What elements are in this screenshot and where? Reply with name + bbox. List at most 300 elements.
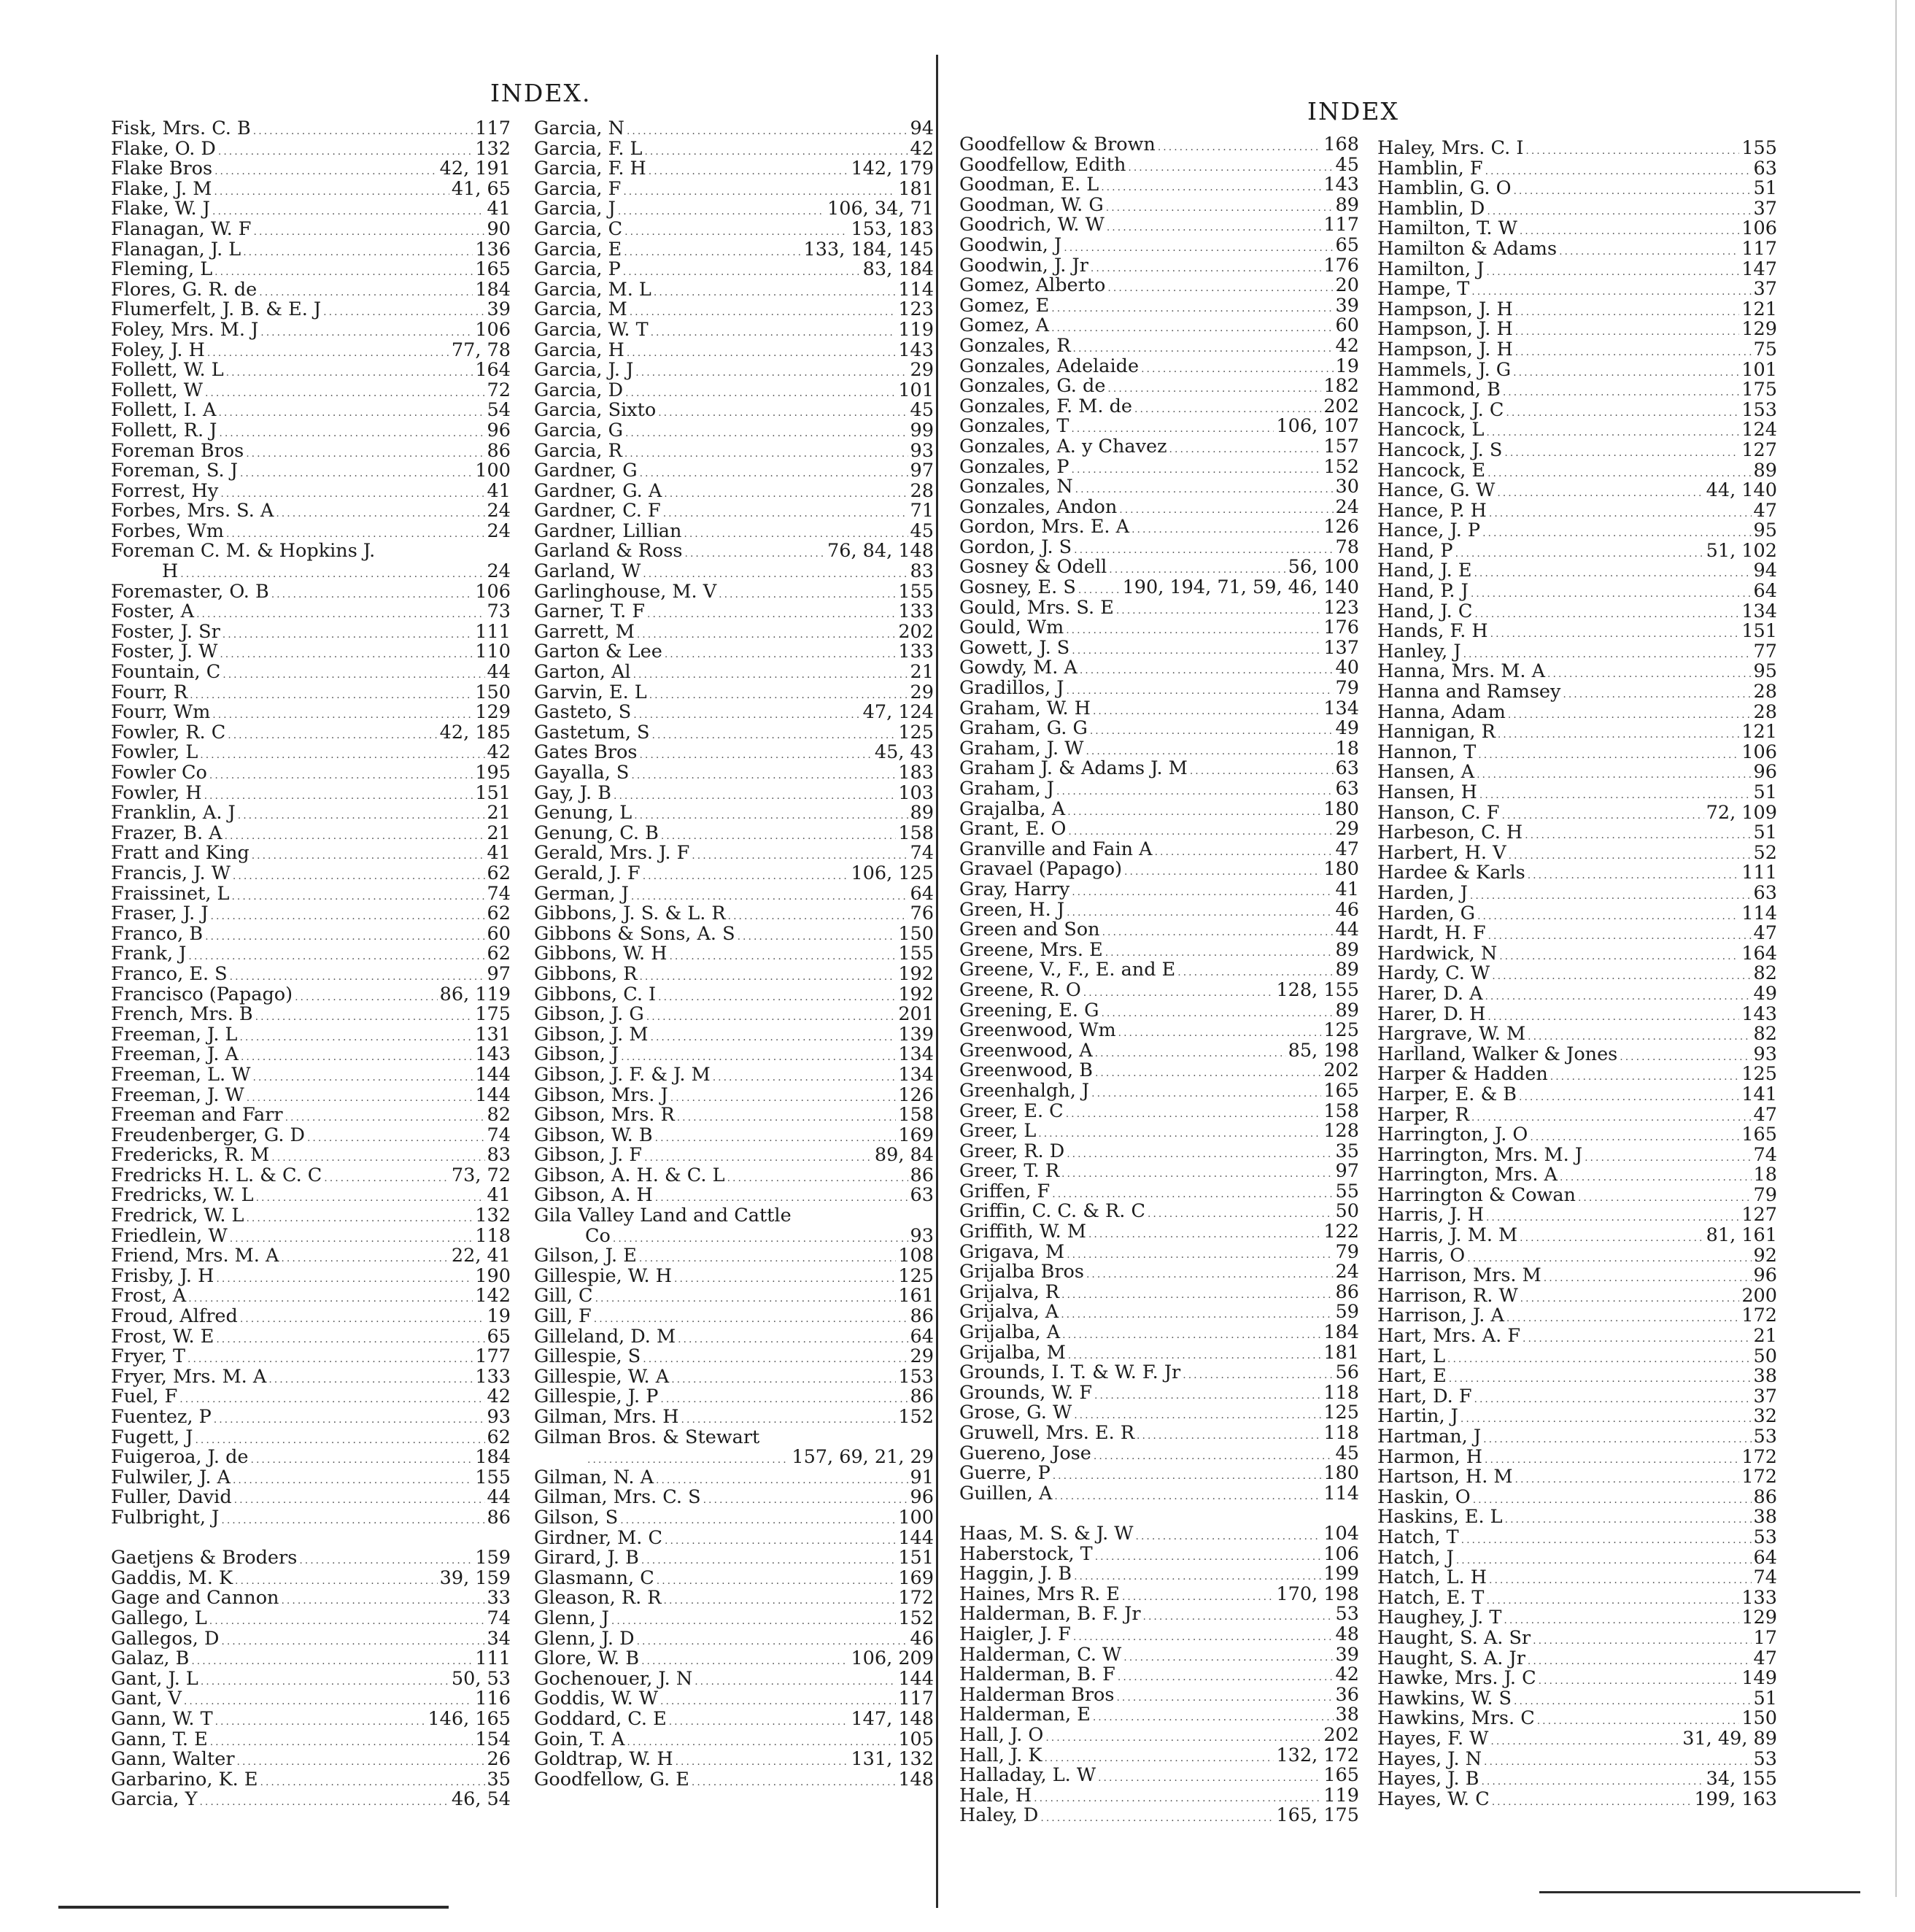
entry-pages: 21 bbox=[487, 803, 511, 824]
index-entry bbox=[959, 135, 1359, 155]
index-entry bbox=[534, 119, 934, 139]
entry-pages: 95 bbox=[1753, 521, 1777, 541]
leader-dots bbox=[235, 1572, 438, 1589]
entry-name: Hammels, J. G bbox=[1377, 360, 1512, 381]
leader-dots bbox=[1072, 883, 1333, 900]
index-entry bbox=[959, 598, 1359, 619]
index-entry bbox=[959, 557, 1359, 578]
entry-name: Gordon, J. S bbox=[959, 537, 1072, 558]
entry-pages: 90 bbox=[487, 219, 511, 240]
entry-name: Frost, W. E bbox=[111, 1326, 214, 1348]
leader-dots bbox=[640, 464, 908, 482]
entry-name: Hand, J. E bbox=[1377, 561, 1472, 582]
leader-dots bbox=[1461, 1410, 1752, 1427]
leader-dots bbox=[1158, 138, 1321, 155]
index-entry bbox=[111, 1025, 511, 1046]
entry-pages: 56 bbox=[1335, 1363, 1359, 1383]
entry-name: Gibbons, C. I bbox=[534, 984, 657, 1005]
index-entry bbox=[111, 1347, 511, 1367]
leader-dots bbox=[1471, 282, 1751, 300]
leader-dots bbox=[211, 907, 485, 924]
leader-dots bbox=[1504, 1611, 1739, 1628]
entry-name: Garcia, N bbox=[534, 119, 624, 139]
index-entry bbox=[959, 1081, 1359, 1102]
index-entry bbox=[959, 1766, 1359, 1786]
index-entry bbox=[959, 1283, 1359, 1303]
entry-name: Gray, Harry bbox=[959, 879, 1070, 900]
entry-name: Granville and Fain A bbox=[959, 839, 1153, 860]
entry-pages: 37 bbox=[1753, 1386, 1777, 1407]
leader-dots bbox=[654, 283, 896, 301]
entry-pages: 62 bbox=[487, 863, 511, 884]
leader-dots bbox=[703, 1491, 908, 1508]
index-entry bbox=[959, 1222, 1359, 1243]
index-entry bbox=[534, 1166, 934, 1186]
leader-dots bbox=[240, 1310, 485, 1327]
entry-name: Gilman, Mrs. C. S bbox=[534, 1488, 701, 1508]
leader-dots bbox=[660, 1692, 896, 1709]
entry-name: Hand, P. J bbox=[1377, 581, 1469, 602]
leader-dots bbox=[220, 484, 484, 502]
entry-pages: 172 bbox=[1741, 1306, 1777, 1327]
entry-name: Fredricks, W. L bbox=[111, 1186, 254, 1207]
entry-pages: 118 bbox=[475, 1226, 511, 1247]
entry-pages: 164 bbox=[1741, 943, 1777, 965]
leader-dots bbox=[692, 1773, 896, 1790]
leader-dots bbox=[1107, 279, 1333, 296]
entry-pages: 172 bbox=[1741, 1467, 1777, 1488]
entry-pages: 148 bbox=[898, 1769, 934, 1790]
entry-name: Gochenouer, J. N bbox=[534, 1669, 693, 1690]
entry-name: Gradillos, J bbox=[959, 679, 1064, 699]
entry-pages: 114 bbox=[1323, 1483, 1359, 1504]
leader-dots bbox=[230, 967, 485, 985]
entry-name: Hartson, H. M bbox=[1377, 1467, 1513, 1488]
leader-dots bbox=[1106, 198, 1334, 216]
entry-pages: 144 bbox=[475, 1085, 511, 1106]
index-entry bbox=[111, 1508, 511, 1529]
leader-dots bbox=[1530, 1128, 1739, 1145]
entry-name: Gallegos, D bbox=[111, 1628, 220, 1650]
leader-dots bbox=[1520, 1229, 1703, 1246]
entry-name: Hall, J. K bbox=[959, 1745, 1042, 1766]
entry-name: Haley, Mrs. C. I bbox=[1377, 139, 1524, 159]
index-entry bbox=[1377, 803, 1777, 824]
index-entry bbox=[959, 316, 1359, 336]
index-entry bbox=[534, 1548, 934, 1569]
entry-pages: 86 bbox=[487, 441, 511, 462]
index-entry bbox=[111, 300, 511, 320]
index-entry bbox=[1377, 762, 1777, 783]
index-entry bbox=[1377, 1145, 1777, 1166]
index-entry bbox=[534, 562, 934, 582]
index-entry bbox=[1377, 1286, 1777, 1307]
entry-name: Follett, W bbox=[111, 380, 203, 401]
entry-pages: 39 bbox=[1335, 295, 1359, 317]
entry-pages: 28 bbox=[1753, 682, 1777, 703]
entry-name: Hatch, L. H bbox=[1377, 1568, 1487, 1588]
entry-pages: 181 bbox=[1323, 1342, 1359, 1364]
index-entry bbox=[111, 1145, 511, 1166]
entry-name: Haigler, J. F bbox=[959, 1624, 1071, 1645]
leader-dots bbox=[1095, 1547, 1322, 1565]
entry-name: Guillen, A bbox=[959, 1483, 1053, 1504]
index-entry bbox=[534, 965, 934, 985]
entry-name: Hardy, C. W bbox=[1377, 964, 1490, 984]
index-entry bbox=[534, 824, 934, 844]
index-entry bbox=[534, 1246, 934, 1267]
index-entry bbox=[111, 341, 511, 361]
entry-name: Garcia, W. T bbox=[534, 320, 649, 341]
leader-dots bbox=[240, 464, 473, 482]
leader-dots bbox=[1479, 786, 1752, 803]
entry-pages: 77 bbox=[1753, 641, 1777, 662]
index-entry bbox=[111, 1206, 511, 1226]
entry-name: Friedlein, W bbox=[111, 1226, 228, 1247]
index-entry bbox=[534, 602, 934, 622]
entry-pages: 96 bbox=[1753, 1266, 1777, 1286]
leader-dots bbox=[230, 1229, 473, 1247]
entry-pages: 63 bbox=[910, 1186, 934, 1207]
leader-dots bbox=[1508, 706, 1752, 723]
entry-name: Hawke, Mrs. J. C bbox=[1377, 1669, 1536, 1689]
index-entry bbox=[1377, 581, 1777, 602]
leader-dots bbox=[1072, 641, 1321, 659]
index-entry bbox=[534, 1347, 934, 1367]
entry-name: Gibbons, W. H bbox=[534, 944, 668, 965]
entry-name: Gillespie, W. H bbox=[534, 1266, 672, 1287]
index-entry bbox=[959, 578, 1359, 598]
index-entry bbox=[1377, 1064, 1777, 1085]
entry-name: Green, H. J bbox=[959, 900, 1065, 921]
leader-dots bbox=[639, 1249, 897, 1267]
entry-pages: 41 bbox=[1335, 879, 1359, 900]
entry-name: Greenhalgh, J bbox=[959, 1081, 1090, 1102]
leader-dots bbox=[637, 625, 896, 643]
leader-dots bbox=[190, 686, 473, 703]
entry-name: Hamilton & Adams bbox=[1377, 239, 1558, 260]
entry-name: Harbeson, C. H bbox=[1377, 823, 1523, 843]
entry-name: Goodwin, J. Jr bbox=[959, 255, 1088, 277]
entry-name: Hayes, J. B bbox=[1377, 1769, 1479, 1790]
index-entry bbox=[959, 880, 1359, 900]
leader-dots bbox=[613, 1229, 908, 1247]
entry-pages: 53 bbox=[1753, 1527, 1777, 1548]
leader-dots bbox=[660, 1390, 908, 1407]
leader-dots bbox=[1143, 1607, 1334, 1625]
index-entry bbox=[1377, 461, 1777, 482]
entry-pages: 154 bbox=[475, 1729, 511, 1750]
entry-pages: 73 bbox=[487, 602, 511, 622]
index-entry bbox=[1377, 260, 1777, 280]
entry-name: Gallego, L bbox=[111, 1608, 207, 1629]
index-entry bbox=[111, 864, 511, 884]
index-entry bbox=[1377, 1649, 1777, 1669]
index-entry bbox=[1377, 1628, 1777, 1649]
entry-name: Gonzales, F. M. de bbox=[959, 396, 1132, 417]
leader-dots bbox=[1499, 947, 1739, 965]
leader-dots bbox=[625, 424, 908, 441]
index-entry bbox=[111, 1750, 511, 1770]
leader-dots bbox=[1169, 440, 1322, 457]
leader-dots bbox=[1506, 403, 1739, 421]
entry-name: Fowler Co bbox=[111, 763, 207, 784]
entry-pages: 26 bbox=[487, 1750, 511, 1770]
leader-dots bbox=[738, 927, 897, 945]
index-entry bbox=[534, 260, 934, 280]
leader-dots bbox=[1073, 339, 1334, 357]
entry-pages: 34, 155 bbox=[1706, 1769, 1777, 1790]
leader-dots bbox=[1486, 1591, 1739, 1609]
entry-name: Freeman, L. W bbox=[111, 1064, 251, 1086]
index-entry bbox=[1377, 219, 1777, 239]
entry-pages: 31, 49, 89 bbox=[1682, 1728, 1777, 1750]
entry-name: Grijalva, R bbox=[959, 1282, 1060, 1303]
entry-name: Gibbons, J. S. & L. R bbox=[534, 904, 726, 924]
index-entry bbox=[959, 517, 1359, 538]
index-entry bbox=[959, 1464, 1359, 1484]
index-entry bbox=[1377, 501, 1777, 522]
index-entry bbox=[534, 703, 934, 723]
index-entry bbox=[111, 1488, 511, 1508]
entry-name: Gill, C bbox=[534, 1286, 593, 1307]
entry-name: Garland, W bbox=[534, 562, 641, 582]
entry-pages: 165 bbox=[1741, 1125, 1777, 1145]
index-entry bbox=[959, 618, 1359, 638]
entry-pages: 117 bbox=[1323, 215, 1359, 236]
index-entry bbox=[534, 763, 934, 784]
entry-pages: 126 bbox=[1323, 517, 1359, 538]
leader-dots bbox=[1091, 259, 1321, 277]
index-entry bbox=[111, 824, 511, 844]
entry-pages: 125 bbox=[1323, 1403, 1359, 1423]
entry-name: Hampson, J. H bbox=[1377, 320, 1513, 340]
index-entry bbox=[959, 1423, 1359, 1444]
entry-pages: 72 bbox=[487, 380, 511, 401]
leader-dots bbox=[246, 1209, 473, 1226]
entry-name: Hall, J. O bbox=[959, 1725, 1044, 1746]
entry-name: Grijalba Bros bbox=[959, 1262, 1084, 1283]
entry-pages: 139 bbox=[898, 1024, 934, 1046]
leader-dots bbox=[1537, 1712, 1740, 1729]
index-entry bbox=[1377, 1005, 1777, 1025]
index-entry bbox=[111, 421, 511, 441]
entry-pages: 55 bbox=[1335, 1181, 1359, 1202]
index-entry bbox=[111, 622, 511, 643]
entry-name: Gilson, J. E bbox=[534, 1246, 637, 1267]
entry-pages: 51 bbox=[1753, 1688, 1777, 1709]
leader-dots bbox=[1528, 1652, 1752, 1669]
index-entry bbox=[959, 819, 1359, 840]
index-entry bbox=[1377, 441, 1777, 461]
leader-dots bbox=[268, 1370, 473, 1388]
leader-dots bbox=[631, 766, 896, 784]
entry-pages: 97 bbox=[487, 964, 511, 985]
entry-pages: 121 bbox=[1741, 299, 1777, 320]
entry-pages: 41 bbox=[487, 199, 511, 220]
entry-name: Fredrick, W. L bbox=[111, 1206, 244, 1226]
leader-dots bbox=[247, 1089, 473, 1106]
entry-name: Haines, Mrs R. E bbox=[959, 1584, 1120, 1605]
leader-dots bbox=[1525, 826, 1751, 843]
index-entry bbox=[959, 1484, 1359, 1504]
entry-pages: 35 bbox=[487, 1769, 511, 1790]
entry-name: Garner, T. F bbox=[534, 602, 646, 622]
entry-name: Fredricks H. L. & C. C bbox=[111, 1165, 322, 1186]
entry-name: Harmon, H bbox=[1377, 1447, 1483, 1468]
entry-pages: 105 bbox=[898, 1729, 934, 1750]
leader-dots bbox=[1585, 1148, 1751, 1166]
entry-name: Hand, P bbox=[1377, 541, 1453, 562]
entry-pages: 155 bbox=[1741, 139, 1777, 159]
index-entry bbox=[1377, 561, 1777, 581]
entry-name: Freudenberger, G. D bbox=[111, 1125, 305, 1146]
entry-pages: 64 bbox=[910, 1326, 934, 1348]
leader-dots bbox=[271, 1148, 484, 1166]
entry-name: Gonzales, N bbox=[959, 477, 1073, 498]
entry-name: Gibson, J. F bbox=[534, 1145, 643, 1166]
leader-dots bbox=[1490, 625, 1740, 642]
index-entry bbox=[959, 376, 1359, 397]
index-entry bbox=[534, 320, 934, 341]
index-entry bbox=[1377, 1125, 1777, 1145]
leader-dots bbox=[252, 846, 485, 864]
entry-pages: 42, 191 bbox=[439, 159, 511, 179]
index-entry bbox=[534, 1448, 934, 1468]
leader-dots bbox=[625, 384, 896, 401]
entry-name: Hart, L bbox=[1377, 1346, 1446, 1367]
entry-name: Glenn, J bbox=[534, 1608, 609, 1629]
entry-name: Genung, L bbox=[534, 803, 632, 824]
entry-pages: 199 bbox=[1323, 1564, 1359, 1585]
entry-pages: 41 bbox=[487, 1186, 511, 1207]
leader-dots bbox=[1467, 1249, 1751, 1267]
leader-dots bbox=[1514, 1692, 1752, 1709]
entry-name: Gibson, J. G bbox=[534, 1005, 644, 1025]
entry-pages: 72, 109 bbox=[1706, 803, 1777, 824]
index-entry bbox=[959, 759, 1359, 779]
entry-pages: 96 bbox=[487, 420, 511, 441]
entry-name: Halderman, B. F. Jr bbox=[959, 1604, 1141, 1625]
leader-dots bbox=[1067, 1145, 1333, 1162]
leader-dots bbox=[658, 403, 908, 421]
index-entry bbox=[959, 1625, 1359, 1645]
index-entry bbox=[534, 1508, 934, 1529]
entry-name: German, J bbox=[534, 884, 629, 905]
leader-dots bbox=[256, 1189, 485, 1206]
entry-pages: 169 bbox=[898, 1125, 934, 1146]
entry-name: Gibbons, R bbox=[534, 964, 638, 985]
leader-dots bbox=[1505, 1510, 1752, 1528]
entry-pages: 30 bbox=[1335, 477, 1359, 498]
entry-name: Harris, J. M. M bbox=[1377, 1226, 1518, 1246]
entry-pages: 131 bbox=[475, 1024, 511, 1046]
leader-dots bbox=[1506, 1309, 1739, 1326]
index-entry bbox=[1377, 863, 1777, 884]
entry-name: Greer, E. C bbox=[959, 1101, 1064, 1122]
entry-name: Harper, R bbox=[1377, 1105, 1469, 1126]
index-entry bbox=[534, 1709, 934, 1730]
entry-pages: 133 bbox=[898, 602, 934, 622]
entry-name: Gilman Bros. & Stewart bbox=[534, 1427, 760, 1448]
index-entry bbox=[111, 360, 511, 381]
leader-dots bbox=[1550, 1067, 1740, 1085]
leader-dots bbox=[1503, 383, 1739, 401]
entry-pages: 97 bbox=[910, 461, 934, 482]
entry-name: Girard, J. B bbox=[534, 1548, 639, 1569]
entry-name: Fratt and King bbox=[111, 843, 249, 864]
leader-dots bbox=[649, 162, 849, 179]
entry-pages: 85, 198 bbox=[1288, 1040, 1359, 1062]
index-entry bbox=[111, 1468, 511, 1488]
entry-pages: 150 bbox=[898, 924, 934, 945]
entry-pages: 51, 102 bbox=[1706, 541, 1777, 562]
entry-name: Garcia, J. J bbox=[534, 360, 634, 381]
leader-dots bbox=[1190, 762, 1334, 779]
index-entry bbox=[111, 461, 511, 482]
index-entry bbox=[111, 1609, 511, 1629]
index-entry bbox=[111, 1307, 511, 1327]
index-entry bbox=[959, 981, 1359, 1001]
leader-dots bbox=[1068, 1346, 1322, 1364]
index-entry bbox=[534, 280, 934, 301]
entry-name: Hamblin, D bbox=[1377, 198, 1485, 220]
index-entry bbox=[111, 1770, 511, 1790]
entry-pages: 39 bbox=[1335, 1645, 1359, 1666]
entry-name: Francisco (Papago) bbox=[111, 984, 293, 1005]
entry-pages: 79 bbox=[1335, 1242, 1359, 1263]
entry-name: Forbes, Wm bbox=[111, 521, 224, 542]
entry-pages: 175 bbox=[1741, 380, 1777, 401]
entry-pages: 150 bbox=[1741, 1709, 1777, 1729]
entry-name: Haggin, J. B bbox=[959, 1564, 1072, 1585]
leader-dots bbox=[239, 1028, 473, 1046]
leader-dots bbox=[647, 605, 896, 622]
leader-dots bbox=[633, 706, 860, 723]
leader-dots bbox=[1095, 1064, 1321, 1081]
leader-dots bbox=[1484, 1753, 1752, 1770]
entry-name: Gosney, E. S bbox=[959, 578, 1076, 598]
leader-dots bbox=[1086, 742, 1333, 760]
entry-pages: 165 bbox=[1323, 1081, 1359, 1102]
entry-pages: 101 bbox=[1741, 360, 1777, 381]
index-entry bbox=[534, 240, 934, 260]
index-entry bbox=[111, 1629, 511, 1650]
leader-dots bbox=[1501, 806, 1703, 824]
index-column-4 bbox=[1377, 139, 1777, 1809]
leader-dots bbox=[1620, 1048, 1751, 1065]
entry-name: Halderman, E bbox=[959, 1705, 1091, 1726]
entry-pages: 126 bbox=[898, 1085, 934, 1106]
entry-name: Gaetjens & Broders bbox=[111, 1548, 298, 1569]
entry-name: Gila Valley Land and Cattle bbox=[534, 1206, 792, 1226]
leader-dots bbox=[1093, 702, 1321, 719]
entry-name: Griffin, C. C. & R. C bbox=[959, 1202, 1145, 1223]
entry-name: Grounds, I. T. & W. F. Jr bbox=[959, 1363, 1181, 1383]
index-entry bbox=[959, 457, 1359, 478]
entry-pages: 21 bbox=[910, 662, 934, 683]
entry-pages: 101 bbox=[898, 380, 934, 401]
leader-dots bbox=[1528, 1027, 1751, 1045]
entry-pages: 129 bbox=[1741, 1608, 1777, 1628]
leader-dots bbox=[1473, 1491, 1752, 1508]
index-entry bbox=[1377, 541, 1777, 562]
left-page-title: INDEX. bbox=[490, 79, 592, 107]
entry-pages: 32 bbox=[1753, 1407, 1777, 1427]
entry-name: Goldtrap, W. H bbox=[534, 1750, 673, 1770]
index-entry bbox=[111, 220, 511, 240]
entry-name: Gomez, Alberto bbox=[959, 276, 1106, 296]
